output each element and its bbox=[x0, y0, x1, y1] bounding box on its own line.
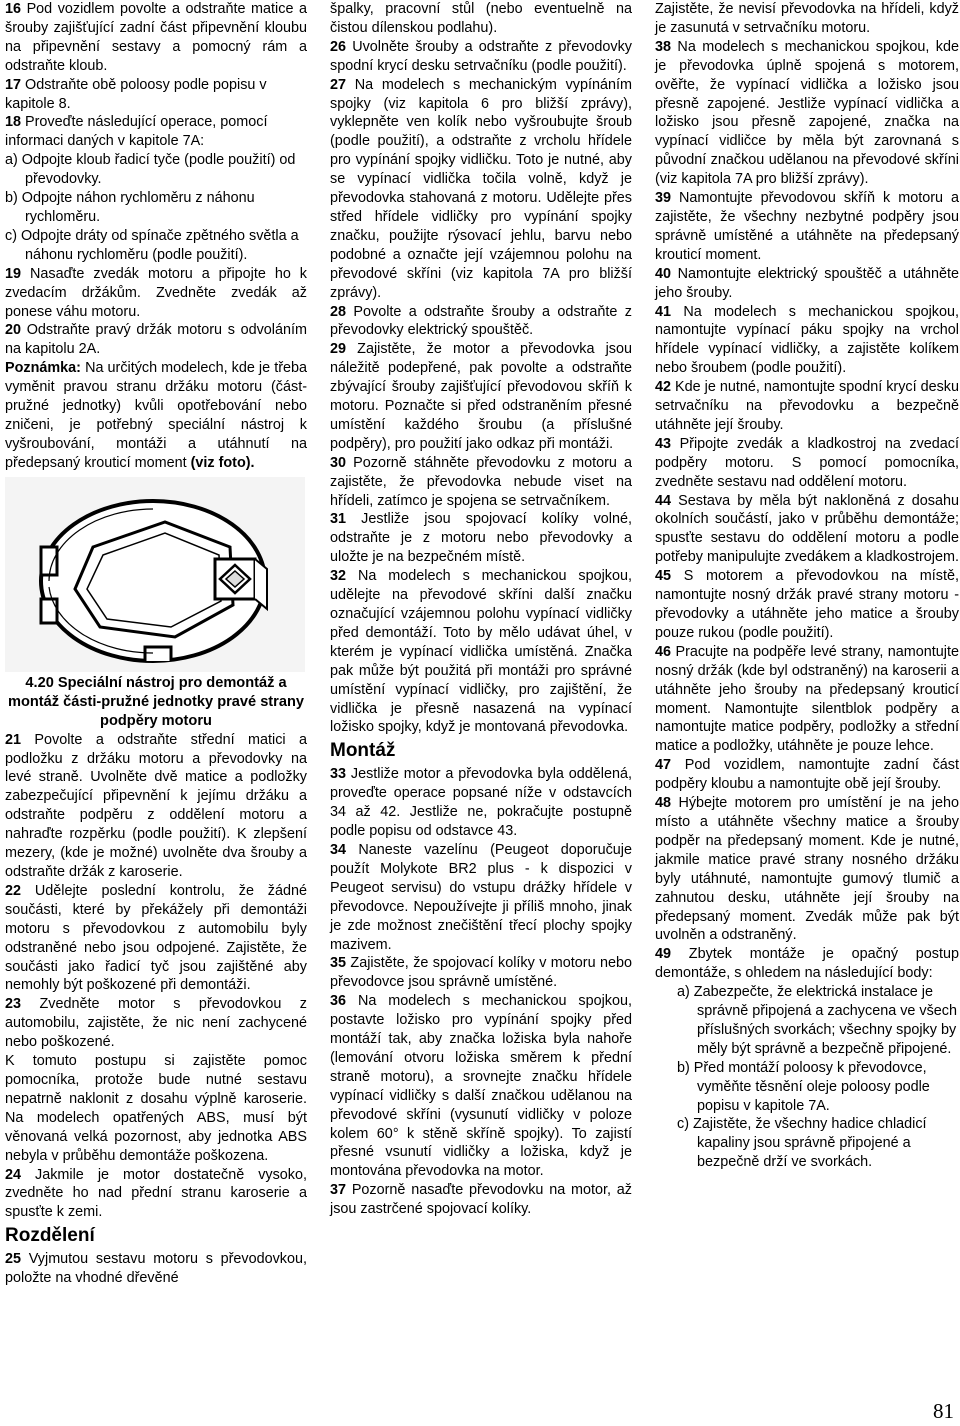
paragraph-33: 33 Jestliže motor a převodovka byla oddělená, proveďte operace popsané níže v odstavcích 34 až 42. Jestliže ne, pokračujte postupně podle popisu od odstavce 43. bbox=[330, 766, 633, 840]
list-item-18c: c) Odpojte dráty od spínače zpětného světla a náhonu rychloměru (podle použití). bbox=[5, 227, 299, 263]
paragraph-25-cont: špalky, pracovní stůl (nebo eventuelně na čistou dílenskou podlahu). bbox=[330, 1, 632, 36]
paragraph-29: 29 Zajistěte, že motor a převodovka jsou náležitě podepřené, pak povolte a odstraňte zbývající šrouby zajišťující převodovou skříň k motoru. Poznačte si před odstraněním přesné umístění každého šroubu (a příslušné podpěry), pro použití jako odkaz při montáži. bbox=[330, 341, 632, 452]
list-item-49c: c) Zajistěte, že všechny hadice chladicí kapaliny jsou správně připojené a bezpečně drží ve svorkách. bbox=[677, 1116, 927, 1171]
paragraph-48: 48 Hýbejte motorem pro umístění je na jeho místo a utáhněte všechny matice a šrouby podpěr na předepsaný moment. Kde je nutné, jakmile matice pravé strany nosného držáku byly utáhnuté, namontujte gumový tlumič a zahnutou desku, utáhněte její šrouby na předepsaný moment. Zvedák může pak být uvolněn a odstraněný. bbox=[655, 795, 959, 944]
paragraph-35: 35 Zajistěte, že spojovací kolíky v motoru nebo převodovce jsou správně umístěné. bbox=[330, 955, 632, 991]
paragraph-47: 47 Pod vozidlem, namontujte zadní část podpěry kloubu a namontujte obě její šrouby. bbox=[655, 757, 959, 793]
paragraph-23-cont: K tomuto postupu si zajistěte pomoc pomocníka, protože bude nutné sestavu nepatrně naklonit z dosahu výplně karoserie. Na modelech opatřených ABS, musí být věnovaná velká pozornost, aby jednotka ABS nebyla v průběhu demontáže poškozena. bbox=[5, 1053, 307, 1164]
note-paragraph: Poznámka: Na určitých modelech, kde je třeba vyměnit pravou stranu držáku motoru (část-pružné jednotky) kvůli opotřebování nebo zničeni, je potřebný speciální nástroj k vyšroubování, montáži a utáhnutí na předepsaný krouticí moment (viz foto). bbox=[5, 360, 307, 471]
paragraph-27: 27 Na modelech s mechanickým vypínáním spojky (viz kapitola 6 pro bližší zprávy), vyklepněte ven kolík nebo vyšroubujte šroub (podle použití), a odstraňte z vrcholu hřídele pro vypínání spojky vidličku. Toto je nutné, aby se vypínací vidlička točila volně, když je převodovka stahovaná z motoru. Udělejte přes střed hřídele vidličky pro vypínání spojky značku, použijte rýsovací jehlu, barvu nebo podobné a označte její vzájemnou polohu na převodové skříni (viz kapitola 7A pro bližší zprávy). bbox=[330, 76, 632, 301]
paragraph-40: 40 Namontujte elektrický spouštěč a utáhněte jeho šrouby. bbox=[655, 265, 959, 301]
paragraph-17: 17 Odstraňte obě poloosy podle popisu v kapitole 8. bbox=[5, 76, 267, 112]
paragraph-39: 39 Namontujte převodovou skříň k motoru a zajistěte, že všechny nezbytné podpěry jsou správně umístěné a utáhněte na předepsaný krouticí moment. bbox=[655, 190, 960, 263]
paragraph-38: 38 Na modelech s mechanickou spojkou, kde je převodovka úplně spojená s motorem, ověřte, že vypínací vidlička a ložisko jsou přesně zapojené. Jestliže vypínací vidlička a ložisko jsou přesně zapojené, značka na vypínací vidličce by měla být zarovnaná s původní značkou udělanou na převodové skříni (viz kapitola 7A pro bližší zprávy). bbox=[655, 38, 959, 188]
paragraph-21: 21 Povolte a odstraňte střední matici a podložku z držáku motoru a převodovky na levé straně. Uvolněte dvě matice a podložky zabezpečující připevnění k jejímu držáku a odstraňte podpěru z oddělení motoru a nahraďte rozpěrku (podle použití). K zlepšení mezery, (kde je možné) uvolněte dva šrouby a odstraňte držák z karoserie. bbox=[5, 731, 307, 880]
list-item-49a: a) Zabezpečte, že elektrická instalace je správně připojená a zachycena ve všech příslušných svorkách; všechny spojky by měly být správně a bezpečně připojené. bbox=[677, 984, 957, 1057]
paragraph-41: 41 Na modelech s mechanickou spojkou, namontujte vypínací páku spojky na vrchol hřídele vypínací vidličky, a zajistěte kolíkem nebo šroubem (podle použití). bbox=[655, 303, 960, 377]
column-middle bbox=[330, 0, 632, 1219]
paragraph-37: 37 Pozorně nasaďte převodovku na motor, až jsou zastrčené spojovací kolíky. bbox=[330, 1182, 632, 1218]
list-item-18b: b) Odpojte náhon rychloměru z náhonu rychloměru. bbox=[5, 190, 255, 225]
paragraph-30: 30 Pozorně stáhněte převodovku z motoru a zajistěte, že převodovka nebude viset na hřídeli, zatímco je spojena se setrvačníkem. bbox=[330, 454, 633, 509]
column-left bbox=[5, 0, 307, 1288]
paragraph-25: 25 Vyjmutou sestavu motoru s převodovkou, položte na vhodné dřevěné bbox=[5, 1251, 307, 1287]
paragraph-31: 31 Jestliže jsou spojovací kolíky volné, odstraňte je z motoru nebo převodovky a uložte je na bezpečném místě. bbox=[330, 511, 632, 566]
list-item-49b: b) Před montáží poloosy k převodovce, vyměňte těsnění oleje poloosy podle popisu v kapitole 7A. bbox=[677, 1059, 930, 1114]
paragraph-26: 26 Uvolněte šrouby a odstraňte z převodovky spodní krycí desku setrvačníku (podle použití). bbox=[330, 38, 632, 74]
paragraph-28: 28 Povolte a odstraňte šrouby a odstraňte z převodovky elektrický spouštěč. bbox=[330, 303, 632, 339]
paragraph-23: 23 Zvedněte motor s převodovkou z automobilu, zajistěte, že nic není zachycené nebo poškozené. bbox=[5, 996, 307, 1051]
paragraph-44: 44 Sestava by měla být nakloněná z dosahu okolních součástí, jako v průběhu demontáže; spusťte sestavu do oddělení motoru a podle potřeby manipulujte zvedákem a kladkostrojem. bbox=[655, 492, 960, 566]
paragraph-16: 16 Pod vozidlem povolte a odstraňte matice a šrouby zajišťující zadní část připevnění kloubu na připevnění sestavy a pomocný rám a odstraňte kloub. bbox=[5, 1, 307, 74]
paragraph-18: 18 Proveďte následující operace, pomocí informaci daných v kapitole 7A: bbox=[5, 114, 268, 150]
figure-caption: 4.20 Speciální nástroj pro demontáž a montáž části-pružné jednotky pravé strany podpěry motoru bbox=[7, 674, 304, 729]
paragraph-36: 36 Na modelech s mechanickou spojkou, postavte ložisko pro vypínání spojky před montáží tak, aby značka ložiska byla nahoře (lemování otvoru ložiska směrem k přední straně motoru), a srovnejte značku hřídele vypínací vidličky s další značkou udělanou na převodové skříni (vysunutí vidličky v poloze kolem 60° k stěně skříně spojky). To zajistí přesné vsunutí vidličky a ložiska, když je montována převodovka na motor. bbox=[330, 993, 632, 1180]
paragraph-19: 19 Nasaďte zvedák motoru a připojte ho k zvedacím držákům. Zvedněte zvedák až ponese váhu motoru. bbox=[5, 265, 307, 320]
paragraph-32: 32 Na modelech s mechanickou spojkou, udělejte na převodové skříni další značku označující vzájemnou polohu vypínací vidličky před demontáží. Toto by mělo udávat úhel, v kterém je vypínací vidlička umístěná. Značka pak může být použitá při montáži pro správné umístění vypínací vidličky, pro zajištění, že vidlička je přesně nasazená na vypínací ložisko spojky, když je montovaná převodovka. bbox=[330, 568, 632, 736]
paragraph-34: 34 Naneste vazelínu (Peugeot doporučuje použít Molykote BR2 plus - k dispozici v Peugeot servisu) do vstupu drážky hřídele v převodovce. Nepoužívejte ji příliš mnoho, jinak je zde možnost znečištění třecí plochy spojky mazivem. bbox=[330, 841, 632, 953]
section-heading-rozdeleni: Rozdělení bbox=[5, 1225, 95, 1247]
paragraph-37-cont: Zajistěte, že nevisí převodovka na hřídeli, když je zasunutá v setrvačníku motoru. bbox=[655, 1, 959, 36]
paragraph-22: 22 Udělejte poslední kontrolu, že žádné součásti, které by překážely při demontáži motoru s převodovkou z automobilu byly odstraněné nebo jsou odpojené. Zajistěte, že součásti jako řadicí tyč jsou zajištěné aby nemohly být poškozené při demontáži. bbox=[5, 882, 307, 994]
special-tool-illustration bbox=[5, 477, 305, 672]
page-number: 81 bbox=[933, 1399, 954, 1423]
paragraph-42: 42 Kde je nutné, namontujte spodní krycí desku setrvačníku na převodovku a bezpečně utáhněte její šrouby. bbox=[655, 379, 960, 433]
list-item-18a: a) Odpojte kloub řadicí tyče (podle použití) od převodovky. bbox=[5, 152, 296, 188]
paragraph-24: 24 Jakmile je motor dostatečně vysoko, zvedněte ho nad přední stranu karoserie a spusťte k zemi. bbox=[5, 1166, 308, 1221]
paragraph-46: 46 Pracujte na podpěře levé strany, namontujte nosný držák (kde byl odstraněný) na karoserii a utáhněte jeho šrouby na předepsaný krouticí moment. Namontujte silentblok podpěry a namontujte matice podpěry, podložky a střední matice a podložky, utáhněte je pouze lehce. bbox=[655, 643, 960, 755]
column-right bbox=[655, 0, 959, 1172]
section-heading-montaz: Montáž bbox=[330, 740, 396, 762]
paragraph-43: 43 Připojte zvedák a kladkostroj na zvedací podpěry motoru. S pomocí pomocníka, zvedněte sestavu nad oddělení motoru. bbox=[655, 435, 960, 490]
paragraph-20: 20 Odstraňte pravý držák motoru s odvoláním na kapitolu 2A. bbox=[5, 322, 307, 358]
paragraph-45: 45 S motorem a převodovkou na místě, namontujte nosný držák pravé strany motoru - převodovky a utáhněte jeho matice a šrouby pouze rukou (podle použití). bbox=[655, 568, 959, 641]
paragraph-49: 49 Zbytek montáže je opačný postup demontáže, s ohledem na následující body: bbox=[655, 946, 960, 982]
